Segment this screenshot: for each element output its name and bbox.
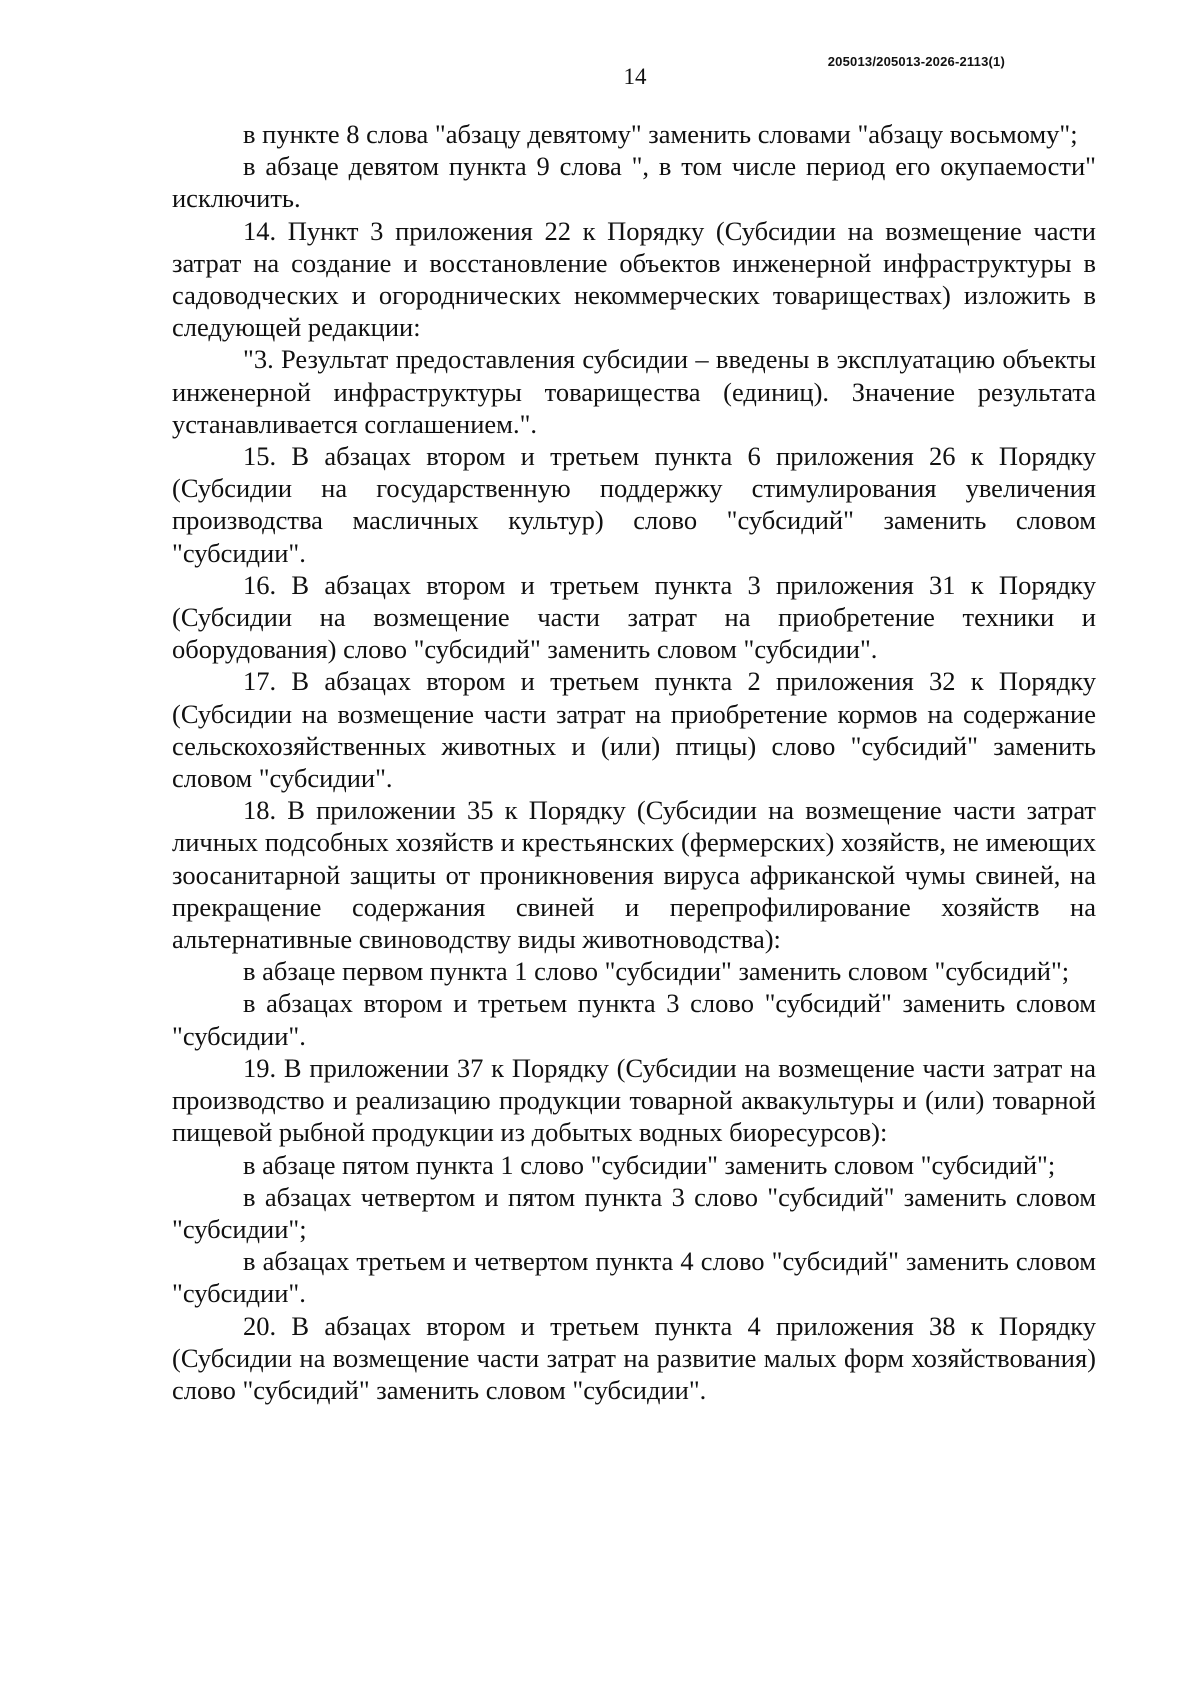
- paragraph: 15. В абзацах втором и третьем пункта 6 приложения 26 к Порядку (Субсидии на государственную поддержку стимулирования увеличения производства масличных культур) слово "субсидий" заменить словом "субсидии".: [172, 441, 1096, 568]
- paragraph: в абзаце девятом пункта 9 слова ", в том числе период его окупаемости" исключить.: [172, 151, 1096, 214]
- paragraph: 14. Пункт 3 приложения 22 к Порядку (Субсидии на возмещение части затрат на создание и восстановление объектов инженерной инфраструктуры в садоводческих и огороднических некоммерческих товариществах) изложить в следующей редакции:: [172, 215, 1096, 343]
- paragraph: в пункте 8 слова "абзацу девятому" заменить словами "абзацу восьмому";: [243, 119, 1078, 149]
- document-body: [172, 118, 1096, 1406]
- page-number: 14: [623, 64, 647, 89]
- paragraph: "3. Результат предоставления субсидии – введены в эксплуатацию объекты инженерной инфраструктуры товарищества (единиц). Значение результата устанавливается соглашением.".: [172, 344, 1096, 439]
- paragraph: 16. В абзацах втором и третьем пункта 3 приложения 31 к Порядку (Субсидии на возмещение части затрат на приобретение техники и оборудования) слово "субсидий" заменить словом "субсидии".: [172, 569, 1096, 665]
- paragraph: 20. В абзацах втором и третьем пункта 4 приложения 38 к Порядку (Субсидии на возмещение части затрат на развитие малых форм хозяйствования) слово "субсидий" заменить словом "субсидии".: [172, 1310, 1096, 1405]
- paragraph: в абзацах втором и третьем пункта 3 слово "субсидий" заменить словом "субсидии".: [172, 988, 1096, 1051]
- paragraph: в абзацах четвертом и пятом пункта 3 слово "субсидий" заменить словом "субсидии";: [172, 1181, 1096, 1244]
- paragraph: 18. В приложении 35 к Порядку (Субсидии на возмещение части затрат личных подсобных хозяйств и крестьянских (фермерских) хозяйств, не имеющих зоосанитарной защиты от проникновения вируса африканской чумы свиней, на прекращение содержания свиней и перепрофилирование хозяйств на альтернативные свиноводству виды животноводства):: [172, 795, 1096, 955]
- paragraph: в абзаце первом пункта 1 слово "субсидии" заменить словом "субсидий";: [243, 956, 1070, 987]
- paragraph: в абзаце пятом пункта 1 слово "субсидии" заменить словом "субсидий";: [243, 1149, 1056, 1180]
- document-id: 205013/205013-2026-2113(1): [827, 54, 1005, 69]
- paragraph: 17. В абзацах втором и третьем пункта 2 приложения 32 к Порядку (Субсидии на возмещение части затрат на приобретение кормов на содержание сельскохозяйственных животных и (или) птицы) слово "субсидий" заменить словом "субсидии".: [172, 666, 1096, 794]
- paragraph: в абзацах третьем и четвертом пункта 4 слово "субсидий" заменить словом "субсидии".: [172, 1246, 1096, 1309]
- paragraph: 19. В приложении 37 к Порядку (Субсидии на возмещение части затрат на производство и реализацию продукции товарной аквакультуры и (или) товарной пищевой рыбной продукции из добытых водных биоресурсов):: [172, 1052, 1096, 1148]
